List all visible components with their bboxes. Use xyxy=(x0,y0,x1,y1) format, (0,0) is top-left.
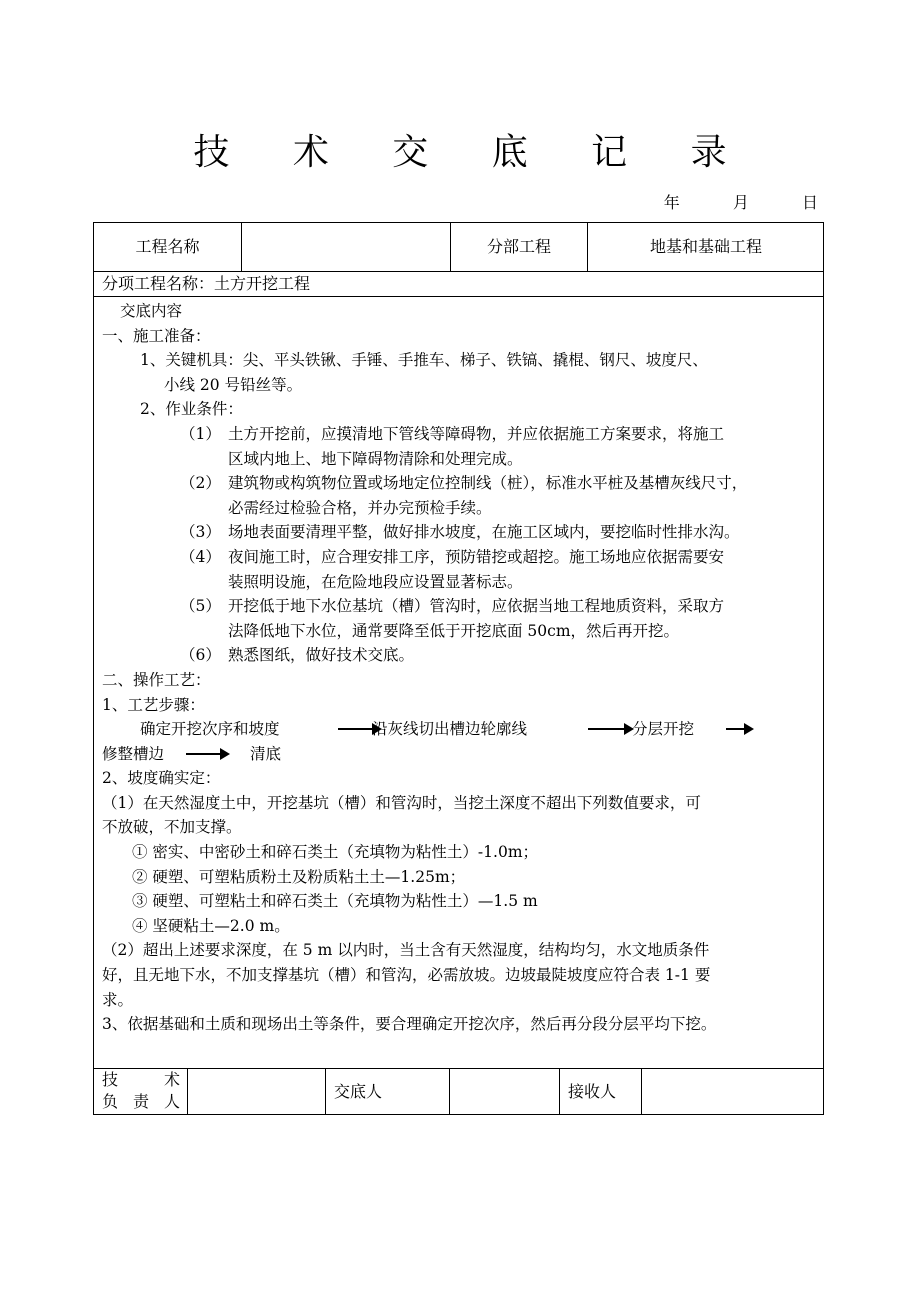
tools-line-1: 1、关键机具：尖、平头铁锹、手锤、手推车、梯子、铁镐、撬棍、钢尺、坡度尺、 xyxy=(140,351,708,370)
flow-arrow-4-icon xyxy=(186,753,228,755)
discloser-field[interactable] xyxy=(450,1069,559,1115)
content-heading: 交底内容 xyxy=(120,302,183,320)
section-2-title: 二、操作工艺： xyxy=(102,670,211,689)
project-name-field[interactable] xyxy=(242,223,449,271)
tech-lead-field[interactable] xyxy=(188,1069,324,1115)
receiver-label: 接收人 xyxy=(568,1082,617,1101)
condition-2-cont: 必需经过检验合格，并办完预检手续。 xyxy=(228,498,492,517)
slope-item-2: ② 硬塑、可塑粘质粉土及粉质粘土土—1.25m； xyxy=(132,867,466,886)
condition-4-number: （4） xyxy=(180,547,221,566)
slope-title: 2、坡度确实定： xyxy=(102,769,221,788)
condition-5 xyxy=(102,594,815,619)
slope-item-3: ③ 硬塑、可塑粘土和碎石类土（充填物为粘性土）—1.5 m xyxy=(132,892,538,911)
section-3-text: 3、依据基础和土质和现场出土等条件，要合理确定开挖次序，然后再分段分层平均下挖。 xyxy=(102,1015,717,1034)
condition-3 xyxy=(102,520,815,545)
discloser-label: 交底人 xyxy=(334,1082,383,1101)
date-day-label: 日 xyxy=(801,193,818,212)
condition-5-number: （5） xyxy=(180,597,221,616)
condition-1-text: 土方开挖前，应摸清地下管线等障碍物，并应依据施工方案要求，将施工 xyxy=(228,424,725,443)
tech-lead-char: 术 xyxy=(163,1070,180,1089)
slope-para-1-line-1: （1）在天然湿度土中，开挖基坑（槽）和管沟时，当挖土深度不超出下列数值要求，可 xyxy=(102,793,701,812)
condition-5-text: 开挖低于地下水位基坑（槽）管沟时，应依据当地工程地质资料，采取方 xyxy=(228,597,725,616)
slope-para-2-line-1: （2）超出上述要求深度，在 5 m 以内时，当土含有天然湿度，结构均匀，水文地质条件 xyxy=(102,941,710,960)
slope-item-1: ① 密实、中密砂土和碎石类土（充填物为粘性土）-1.0m； xyxy=(132,843,539,862)
condition-2 xyxy=(102,471,815,496)
condition-6-text: 熟悉图纸，做好技术交底。 xyxy=(228,646,415,665)
slope-item-4: ④ 坚硬粘土—2.0 m。 xyxy=(132,916,290,935)
condition-4 xyxy=(102,545,815,570)
tools-line-2: 小线 20 号铅丝等。 xyxy=(164,375,303,394)
condition-6 xyxy=(102,643,815,668)
date-month-label: 月 xyxy=(732,193,749,212)
division-label: 分部工程 xyxy=(486,237,551,256)
slope-para-2-line-3: 求。 xyxy=(102,990,134,1009)
flow-step-4: 修整槽边 xyxy=(102,744,165,763)
condition-4-text: 夜间施工时，应合理安排工序，预防错挖或超挖。施工场地应依据需要安 xyxy=(228,547,725,566)
flow-step-2: 沿灰线切出槽边轮廓线 xyxy=(372,720,528,739)
receiver-field[interactable] xyxy=(642,1069,824,1115)
tech-lead-char: 责 xyxy=(132,1092,149,1111)
disclosure-content xyxy=(102,299,815,1037)
flow-step-3: 分层开挖 xyxy=(632,720,695,739)
project-name-label: 工程名称 xyxy=(135,237,200,256)
flow-step-5: 清底 xyxy=(250,744,282,763)
tech-lead-char: 技 xyxy=(102,1070,119,1089)
signature-row xyxy=(94,1069,824,1115)
condition-1-number: （1） xyxy=(180,424,221,443)
slope-para-1-line-2: 不放破，不加支撑。 xyxy=(102,818,242,837)
process-steps-title: 1、工艺步骤： xyxy=(102,695,205,714)
flow-arrow-3-icon xyxy=(726,728,752,730)
condition-5-cont: 法降低地下水位，通常要降至低于开挖底面 50cm，然后再开挖。 xyxy=(228,621,680,640)
tech-lead-char: 负 xyxy=(102,1092,119,1111)
condition-2-number: （2） xyxy=(180,474,221,493)
section-1-title: 一、施工准备： xyxy=(102,326,211,345)
process-flow-row-2 xyxy=(102,742,815,767)
condition-3-number: （3） xyxy=(180,523,221,542)
tech-lead-label xyxy=(102,1069,180,1117)
tech-lead-char: 人 xyxy=(163,1092,180,1111)
date-line xyxy=(664,190,818,213)
condition-4-cont: 装照明设施，在危险地段应设置显著标志。 xyxy=(228,572,523,591)
subitem-name: 分项工程名称：土方开挖工程 xyxy=(102,274,311,293)
condition-3-text: 场地表面要清理平整，做好排水坡度，在施工区域内，要挖临时性排水沟。 xyxy=(228,523,740,542)
disclosure-table xyxy=(93,222,824,1115)
flow-arrow-2-icon xyxy=(588,728,632,730)
slope-para-2-line-2: 好，且无地下水，不加支撑基坑（槽）和管沟，必需放坡。边坡最陡坡度应符合表 1-1 要 xyxy=(102,966,711,985)
condition-1 xyxy=(102,422,815,447)
conditions-title: 2、作业条件： xyxy=(140,400,243,419)
document-title: 技 术 交 底 记 录 xyxy=(193,132,753,173)
condition-2-text: 建筑物或构筑物位置或场地定位控制线（桩），标准水平桩及基槽灰线尺寸， xyxy=(228,474,748,493)
division-value: 地基和基础工程 xyxy=(649,237,762,256)
process-flow-row-1 xyxy=(102,717,815,742)
condition-6-number: （6） xyxy=(180,646,221,665)
date-year-label: 年 xyxy=(663,193,680,212)
condition-1-cont: 区域内地上、地下障碍物清除和处理完成。 xyxy=(228,449,523,468)
flow-step-1: 确定开挖次序和坡度 xyxy=(140,720,280,739)
